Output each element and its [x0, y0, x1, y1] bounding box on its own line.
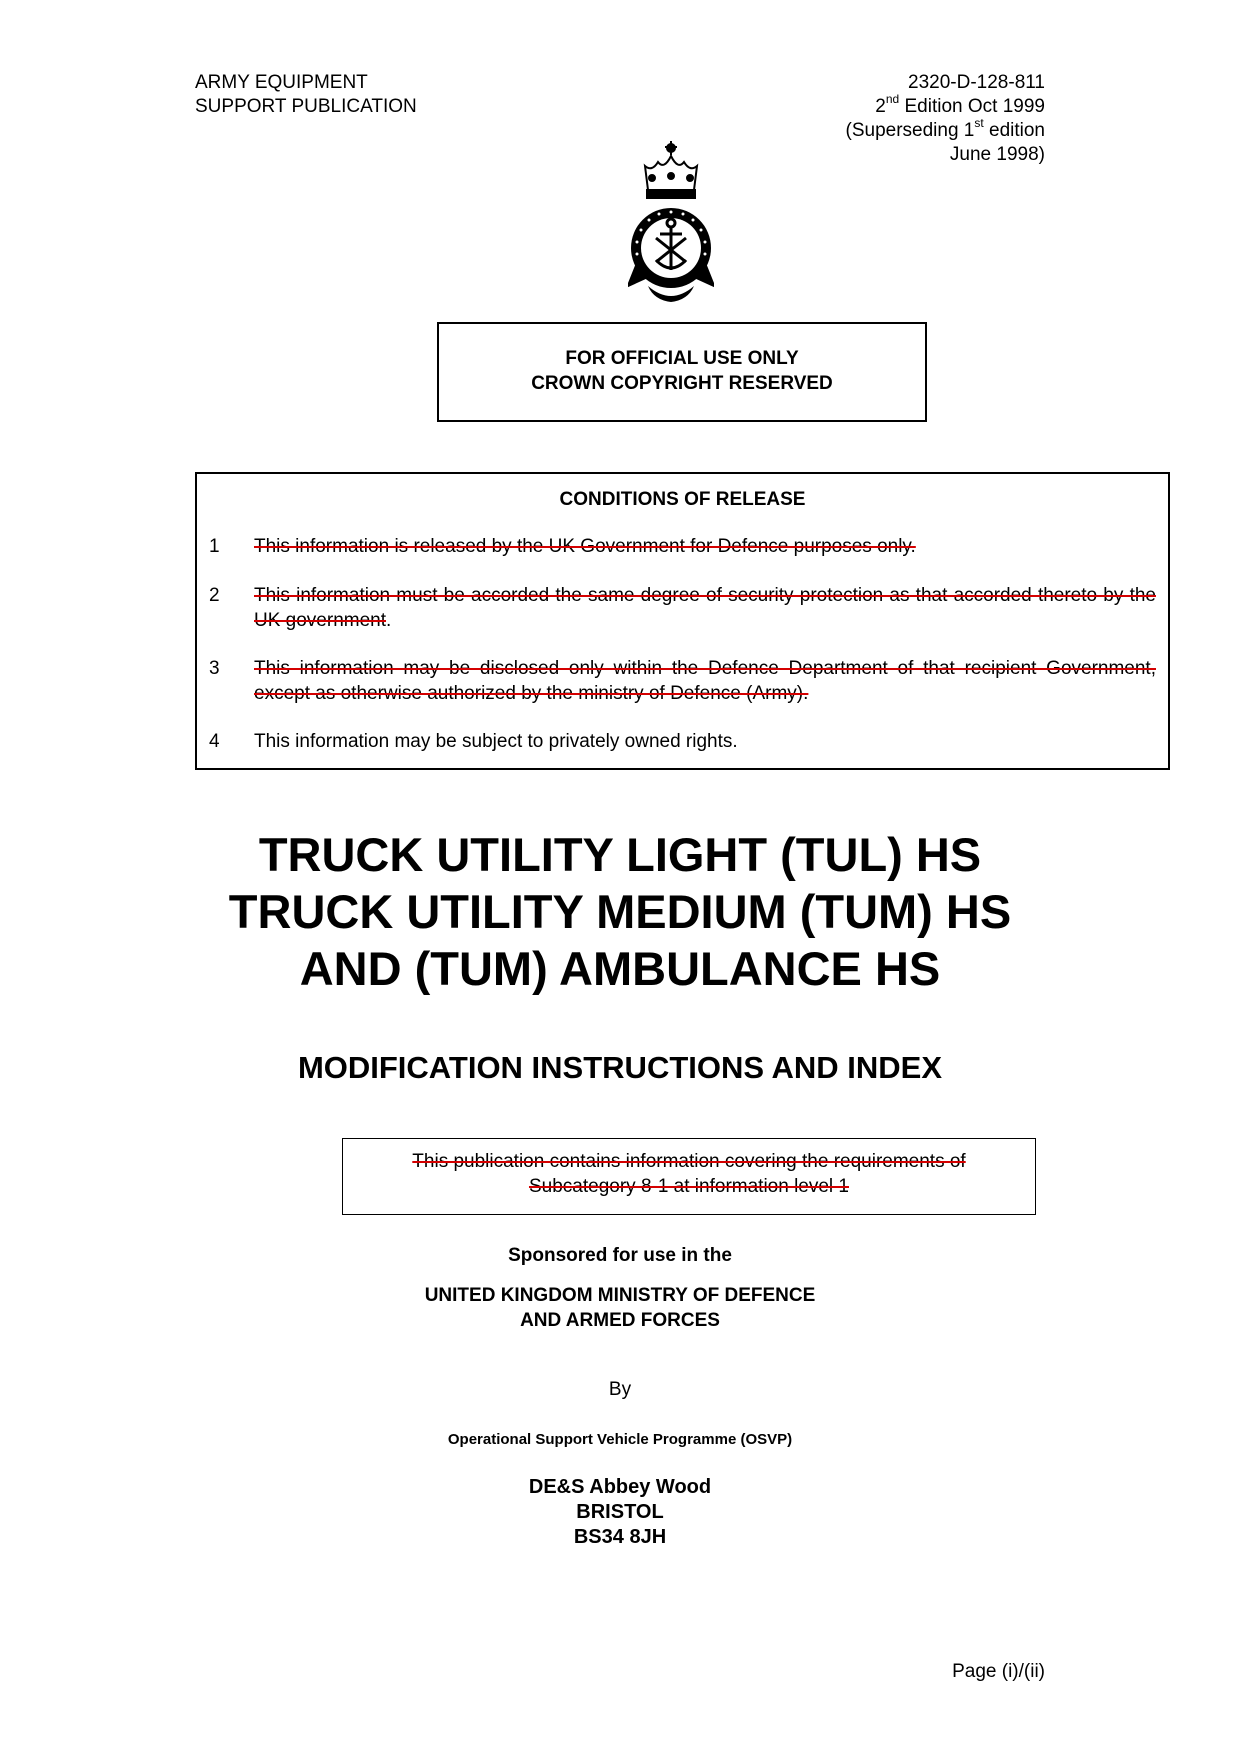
edition-line: 2nd Edition Oct 1999 [875, 91, 1045, 117]
condition-item [209, 729, 1156, 754]
official-use-box [437, 322, 927, 422]
condition-text: This information may be subject to privately owned rights. [254, 731, 738, 752]
title-line2: TRUCK UTILITY MEDIUM (TUM) HS [228, 885, 1012, 938]
condition-text-tail: . [386, 610, 392, 631]
doc-number: 2320-D-128-811 [908, 72, 1045, 93]
condition-number: 2 [209, 585, 220, 606]
condition-number: 1 [209, 536, 220, 557]
publication-type [195, 71, 417, 119]
supersede-line: (Superseding 1st edition [845, 115, 1045, 141]
publication-info-line1: This publication contains information covering the requirements of [412, 1151, 966, 1172]
header-left-line1: ARMY EQUIPMENT [195, 72, 368, 93]
condition-text: This information may be disclosed only within the Defence Department of that recipient Government, except as otherwise authorized by the ministry of Defence (Army). [254, 658, 1156, 704]
defence-council-crest-icon [628, 138, 714, 306]
condition-number: 3 [209, 658, 220, 679]
condition-text: This information is released by the UK Government for Defence purposes only. [254, 536, 916, 557]
sponsor-organisation [0, 1283, 1240, 1333]
condition-item [209, 583, 1156, 633]
address-line1: DE&S Abbey Wood [528, 1476, 712, 1498]
address-line2: BRISTOL [576, 1501, 664, 1523]
document-title [0, 826, 1240, 997]
document-subtitle: MODIFICATION INSTRUCTIONS AND INDEX [297, 1050, 943, 1085]
publication-info-line2: Subcategory 8-1 at information level 1 [528, 1176, 849, 1197]
header-left-line2: SUPPORT PUBLICATION [195, 96, 417, 117]
document-reference [846, 71, 1046, 167]
programme-name: Operational Support Vehicle Programme (OSVP) [447, 1431, 793, 1448]
supersede-date: June 1998) [949, 144, 1045, 165]
sponsor-org-line2: AND ARMED FORCES [520, 1310, 720, 1331]
condition-item [209, 534, 1156, 559]
address-line3: BS34 8JH [573, 1526, 667, 1548]
condition-text: This information must be accorded the same degree of security protection as that accorded thereto by the UK government [254, 585, 1156, 631]
title-line3: AND (TUM) AMBULANCE HS [299, 942, 941, 995]
copyright-line: CROWN COPYRIGHT RESERVED [531, 373, 833, 394]
condition-number: 4 [209, 731, 220, 752]
conditions-of-release-box [195, 472, 1170, 770]
publication-info-box [342, 1138, 1036, 1215]
official-use-line: FOR OFFICIAL USE ONLY [565, 348, 799, 369]
sponsor-intro: Sponsored for use in the [508, 1245, 732, 1266]
title-line1: TRUCK UTILITY LIGHT (TUL) HS [258, 828, 982, 881]
sponsor-org-line1: UNITED KINGDOM MINISTRY OF DEFENCE [424, 1285, 816, 1306]
condition-item [209, 656, 1156, 706]
conditions-title: CONDITIONS OF RELEASE [559, 489, 806, 510]
page-number: Page (i)/(ii) [952, 1661, 1045, 1682]
sponsor-address [0, 1475, 1240, 1550]
by-label: By [608, 1379, 632, 1400]
